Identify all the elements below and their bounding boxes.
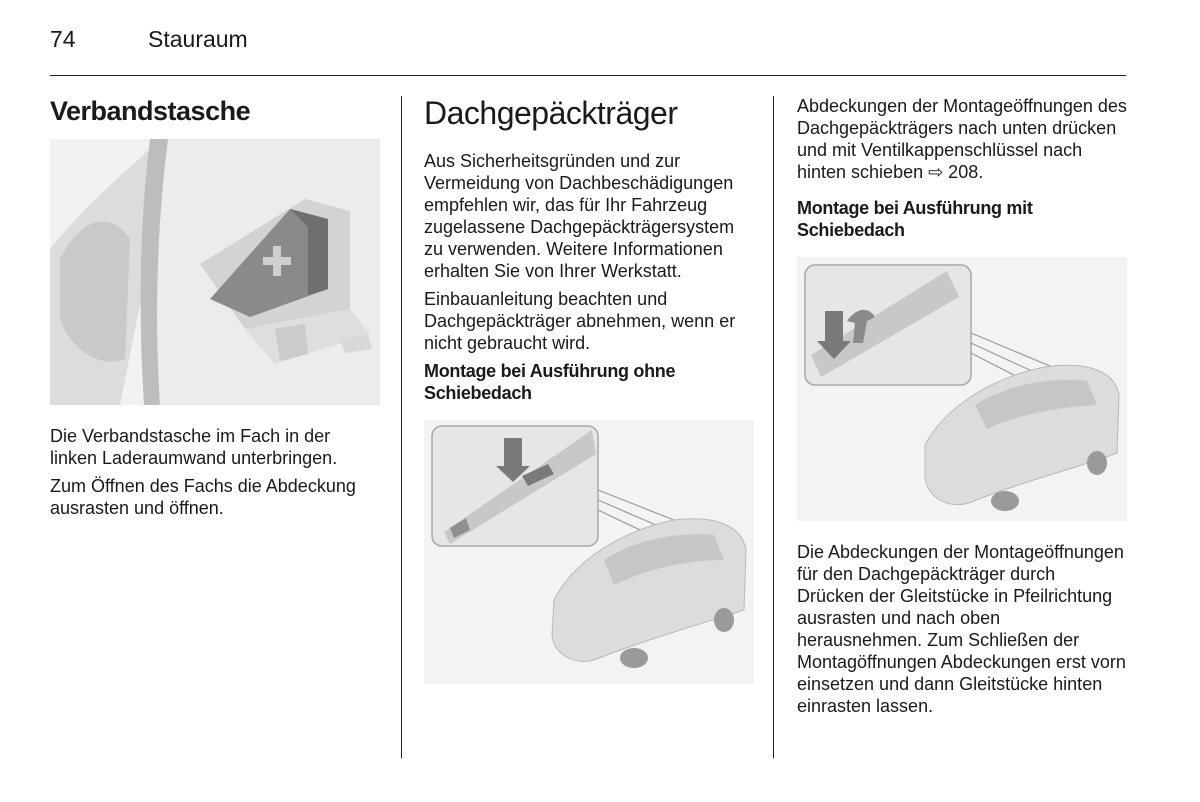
paragraph: Einbauanleitung beachten und Dachgepäckträger abnehmen, wenn er nicht gebraucht wird. xyxy=(424,289,736,353)
roof-rack-with-sunroof-illustration xyxy=(797,257,1127,521)
paragraph: Die Abdeckungen der Montageöffnungen für den Dachgepäckträger durch Drücken der Gleitstücke in Pfeilrichtung ausrasten und nach oben herausnehmen. Zum Schließen der Montagöffnungen Abdeckungen erst vorn einsetzen und dann Gleitstücke hinten einrasten lassen. xyxy=(797,542,1126,716)
column-divider-1 xyxy=(401,96,402,758)
subheading-ohne-schiebedach: Montage bei Ausführung ohne Schiebedach xyxy=(424,361,676,403)
column-divider-2 xyxy=(773,96,774,758)
paragraph: Aus Sicherheitsgründen und zur Vermeidung von Dachbeschädigungen empfehlen wir, das für Ihr Fahrzeug zugelassene Dachgepäckträgersystem zu verwenden. Weitere Informationen erhalten Sie von Ihrer Werkstatt. xyxy=(424,151,735,281)
subheading-mit-schiebedach: Montage bei Ausführung mit Schiebedach xyxy=(797,198,1033,240)
heading-dachgepaecktraeger: Dachgepäckträger xyxy=(424,95,678,131)
column-verbandstasche xyxy=(50,92,380,519)
header-rule xyxy=(50,75,1126,76)
section-title: Stauraum xyxy=(148,26,248,52)
paragraph: Die Verbandstasche im Fach in der linken Laderaumwand unterbringen. xyxy=(50,426,338,468)
column-dachgepaecktraeger xyxy=(424,92,754,684)
paragraph: Zum Öffnen des Fachs die Abdeckung ausrasten und öffnen. xyxy=(50,476,356,518)
first-aid-kit-illustration xyxy=(50,139,380,405)
page-number: 74 xyxy=(50,26,76,52)
column-right xyxy=(797,92,1127,717)
paragraph: Abdeckungen der Montageöffnungen des Dachgepäckträgers nach unten drücken und mit Ventilkappenschlüssel nach hinten schieben ⇨ 208. xyxy=(797,96,1127,182)
roof-rack-without-sunroof-illustration xyxy=(424,420,754,684)
heading-verbandstasche: Verbandstasche xyxy=(50,96,251,126)
